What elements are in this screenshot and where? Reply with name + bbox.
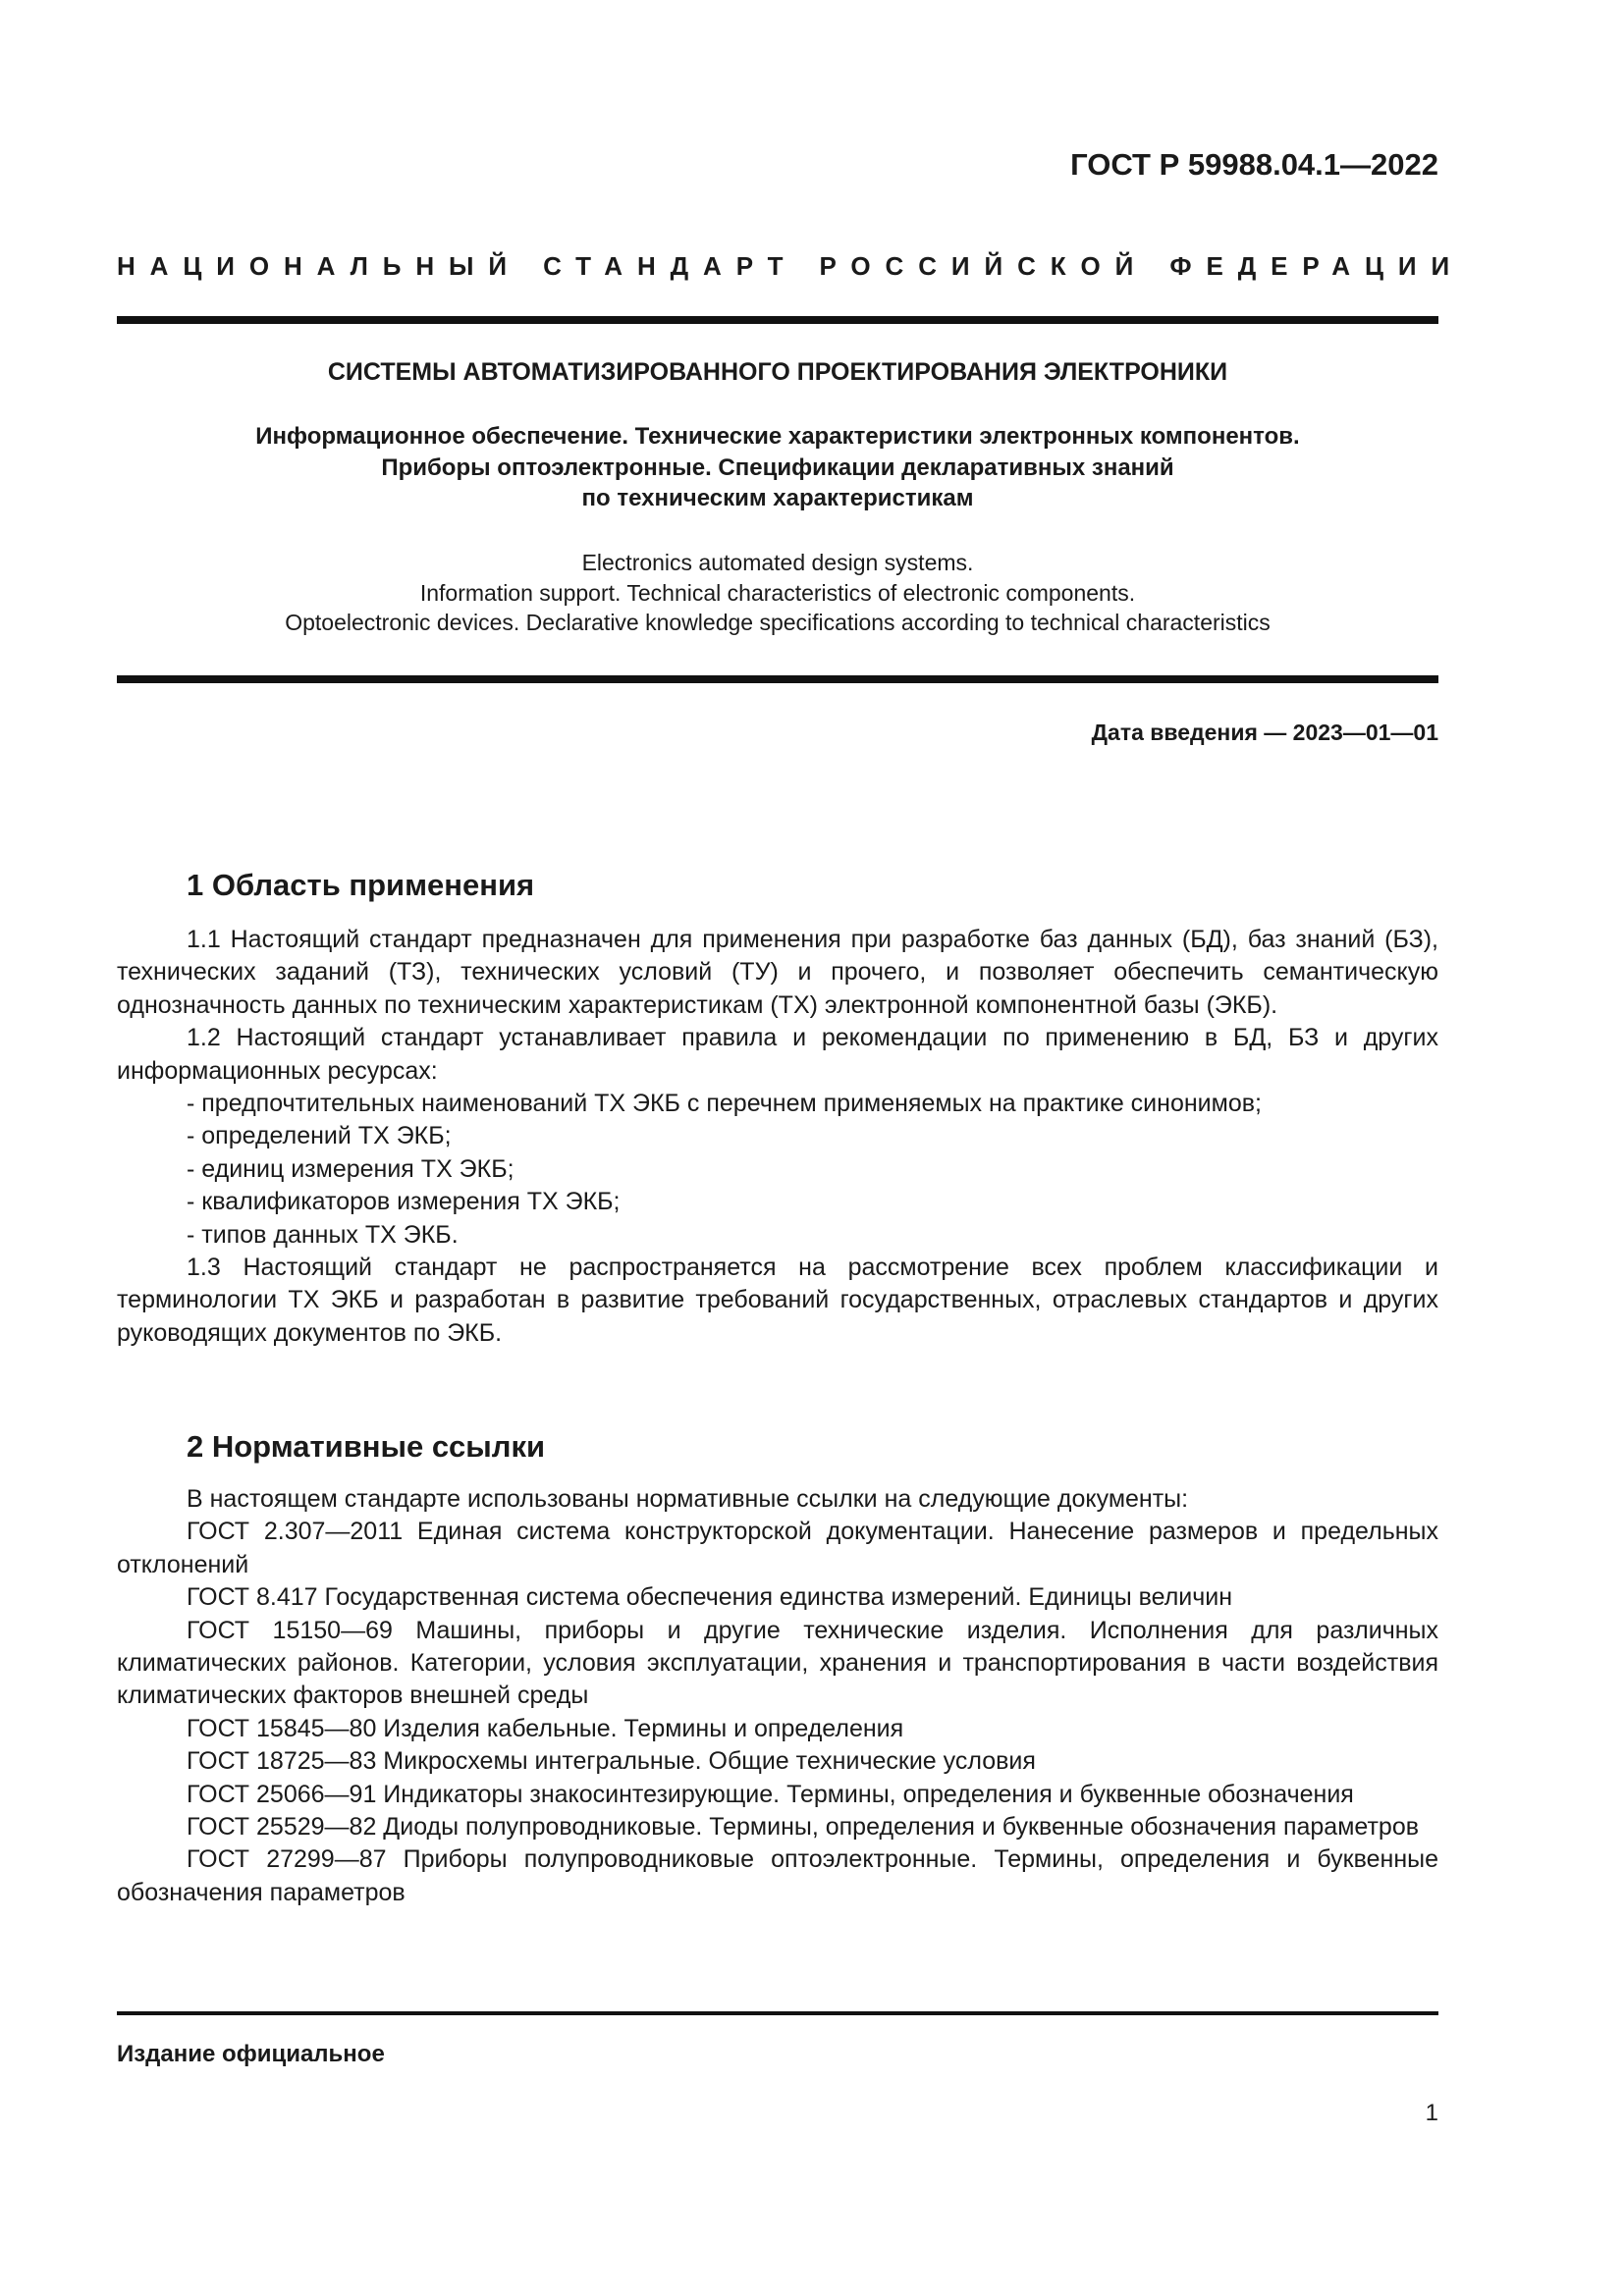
section-heading-references: 2 Нормативные ссылки <box>187 1429 546 1464</box>
paragraph: 1.2 Настоящий стандарт устанавливает правила и рекомендации по применению в БД, БЗ и других информационных ресурсах: <box>117 1024 1438 1085</box>
section-heading-scope: 1 Область применения <box>187 868 535 902</box>
reference-item: ГОСТ 15845—80 Изделия кабельные. Термины и определения <box>187 1714 904 1742</box>
subtitle-line: Приборы оптоэлектронные. Спецификации декларативных знаний <box>381 454 1174 481</box>
top-divider <box>117 316 1438 324</box>
introduction-date: Дата введения — 2023—01—01 <box>1091 720 1438 745</box>
document-title: СИСТЕМЫ АВТОМАТИЗИРОВАННОГО ПРОЕКТИРОВАНИЯ ЭЛЕКТРОНИКИ <box>327 358 1228 386</box>
page-number: 1 <box>1425 2100 1438 2126</box>
paragraph: 1.3 Настоящий стандарт не распространяется на рассмотрение всех проблем классификации и терминологии ТХ ЭКБ и разработан в развитие требований государственных, отраслевых стандартов и других руководящих документов по ЭКБ. <box>117 1254 1438 1347</box>
title-divider <box>117 675 1438 683</box>
edition-label: Издание официальное <box>117 2041 385 2067</box>
english-title-line: Information support. Technical characteristics of electronic components. <box>419 579 1136 606</box>
subtitle-line: по техническим характеристикам <box>581 485 974 511</box>
english-title <box>117 548 1438 638</box>
reference-item: ГОСТ 8.417 Государственная система обеспечения единства измерений. Единицы величин <box>187 1583 1233 1612</box>
english-title-line: Electronics automated design systems. <box>581 550 974 575</box>
english-title-line: Optoelectronic devices. Declarative knowledge specifications according to technical characteristics <box>285 610 1271 635</box>
reference-item: ГОСТ 25529—82 Диоды полупроводниковые. Термины, определения и буквенные обозначения параметров <box>187 1813 1420 1842</box>
document-subtitle <box>117 421 1438 514</box>
section-references-body <box>117 1483 1438 1909</box>
list-item: - единиц измерения ТХ ЭКБ; <box>187 1154 514 1183</box>
reference-item: ГОСТ 25066—91 Индикаторы знакосинтезирующие. Термины, определения и буквенные обозначения <box>187 1780 1354 1808</box>
national-standard-banner: НАЦИОНАЛЬНЫЙ СТАНДАРТ РОССИЙСКОЙ ФЕДЕРАЦИИ <box>117 251 1465 281</box>
reference-item: ГОСТ 2.307—2011 Единая система конструкторской документации. Нанесение размеров и предельных отклонений <box>117 1518 1438 1578</box>
footer-divider <box>117 2011 1438 2015</box>
reference-item: ГОСТ 27299—87 Приборы полупроводниковые оптоэлектронные. Термины, определения и буквенные обозначения параметров <box>117 1845 1438 1906</box>
list-item: - предпочтительных наименований ТХ ЭКБ с перечнем применяемых на практике синонимов; <box>187 1090 1262 1118</box>
section-scope-body <box>117 924 1438 1350</box>
paragraph: В настоящем стандарте использованы нормативные ссылки на следующие документы: <box>187 1485 1189 1513</box>
list-item: - определений ТХ ЭКБ; <box>187 1122 452 1150</box>
list-item: - типов данных ТХ ЭКБ. <box>187 1220 459 1249</box>
reference-item: ГОСТ 15150—69 Машины, приборы и другие технические изделия. Исполнения для различных климатических районов. Категории, условия эксплуатации, хранения и транспортирования в части воздействия климатических факторов внешней среды <box>117 1616 1438 1710</box>
list-item: - квалификаторов измерения ТХ ЭКБ; <box>187 1188 621 1216</box>
document-number: ГОСТ Р 59988.04.1—2022 <box>1070 147 1438 182</box>
subtitle-line: Информационное обеспечение. Технические характеристики электронных компонентов. <box>255 423 1300 450</box>
reference-item: ГОСТ 18725—83 Микросхемы интегральные. Общие технические условия <box>187 1747 1036 1776</box>
paragraph: 1.1 Настоящий стандарт предназначен для применения при разработке баз данных (БД), баз знаний (БЗ), технических заданий (ТЗ), технических условий (ТУ) и прочего, и позволяет обеспечить семантическую однозначность данных по техническим характеристикам (ТХ) электронной компонентной базы (ЭКБ). <box>117 926 1438 1019</box>
